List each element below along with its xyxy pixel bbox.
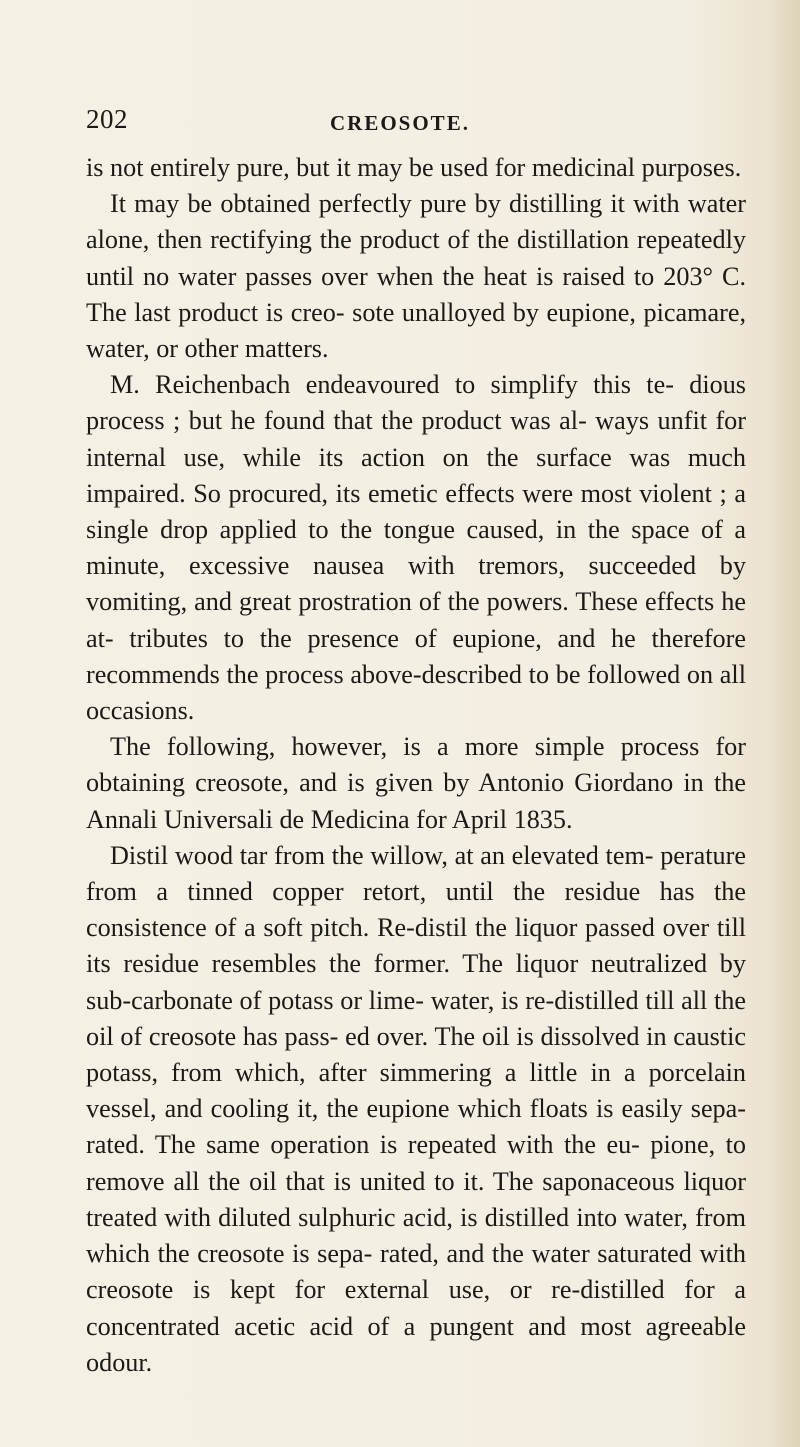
page-header	[86, 104, 746, 140]
paragraph-giordano-process: The following, however, is a more simple process for obtaining creosote, and is given by Antonio Giordano in the Annali Universali de Medicina for April 1835.	[86, 732, 746, 834]
paragraph-distil-wood-tar: Distil wood tar from the willow, at an elevated tem- perature from a tinned copper retort, until the residue has the consistence of a soft pitch. Re-distil the liquor passed over till its residue resembles the former. The liquor neutralized by sub-carbonate of potass or lime- water, is re-distilled till all the oil of creosote has pass- ed over. The oil is dissolved in caustic potass, from which, after simmering a little in a porcelain vessel, and cooling it, the eupione which floats is easily sepa- rated. The same operation is repeated with the eu- pione, to remove all the oil that is united to it. The saponaceous liquor treated with diluted sulphuric acid, is distilled into water, from which the creosote is sepa- rated, and the water saturated with creosote is kept for external use, or re-distilled for a concentrated acetic acid of a pungent and most agreeable odour.	[86, 840, 746, 1377]
running-title: CREOSOTE.	[330, 111, 470, 135]
paragraph-distilling-with-water: It may be obtained perfectly pure by distilling it with water alone, then rectifying the product of the distillation repeatedly until no water passes over when the heat is raised to 203° C. The last product is creo- sote unalloyed by eupione, picamare, water, or other matters.	[86, 189, 746, 364]
paragraph-continuation: is not entirely pure, but it may be used for medicinal purposes.	[86, 153, 742, 182]
paragraph-reichenbach: M. Reichenbach endeavoured to simplify this te- dious process ; but he found that the product was al- ways unfit for internal use, while its action on the surface was much impaired. So procured, its emetic effects were most violent ; a single drop applied to the tongue caused, in the space of a minute, excessive nausea with tremors, succeeded by vomiting, and great prostration of the powers. These effects he at- tributes to the presence of eupione, and he therefore recommends the process above-described to be followed on all occasions.	[86, 370, 746, 726]
page-number: 202	[86, 104, 128, 134]
body-text	[86, 150, 746, 1381]
